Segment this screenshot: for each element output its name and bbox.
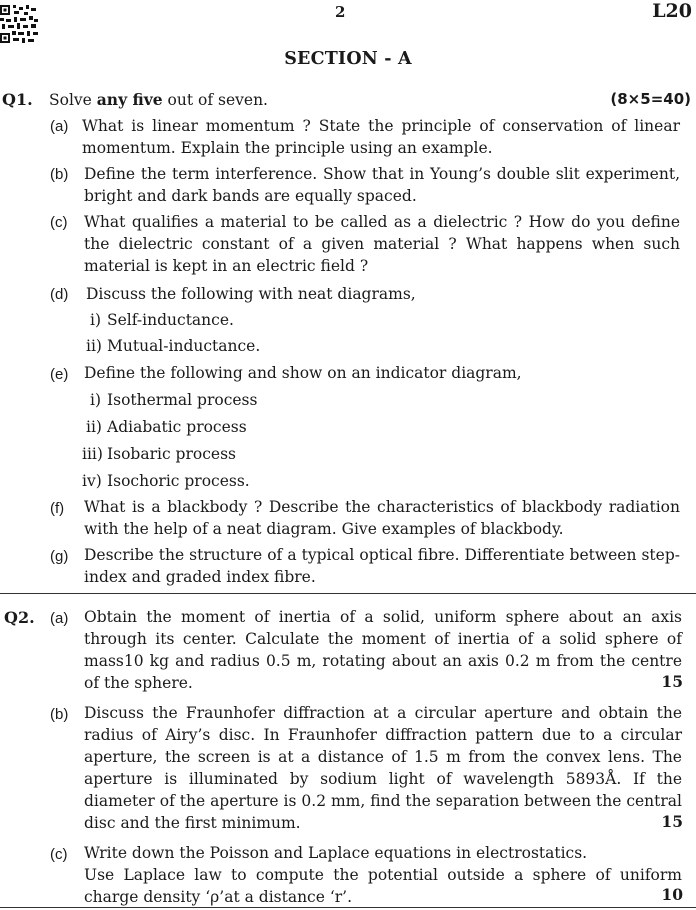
- paper-code: L20: [652, 0, 692, 22]
- subitem-text: Self-inductance.: [107, 311, 234, 329]
- question-text-q1e: Define the following and show on an indicator diagram,: [84, 364, 522, 382]
- question-text-q2a: Obtain the moment of inertia of a solid, uniform sphere about an axis through its center. Calculate the moment of inertia of a solid sphere of mass10 kg and radius 0.5 m, rotating about an axis 0.2 m from the centre of the sphere.: [84, 608, 682, 692]
- subitem-number: iii): [82, 445, 103, 463]
- part-label-q1a: (a): [50, 118, 69, 135]
- question-text-q2c-line2: Use Laplace law to compute the potential outside a sphere of uniform charge density ‘ρ’at a distance ‘r’.: [84, 866, 682, 906]
- part-label-q2c: (c): [50, 846, 68, 863]
- subitem-text: Mutual-inductance.: [107, 337, 261, 355]
- subitem-number: i): [90, 391, 102, 409]
- marks-q2a: 15: [661, 672, 683, 691]
- part-label-q1c: (c): [50, 214, 68, 231]
- subitem-number: iv): [82, 472, 102, 490]
- marks-q2b: 15: [661, 812, 683, 831]
- question-text-q1a: What is linear momentum ? State the principle of conservation of linear momentum. Explain the principle using an example.: [82, 117, 680, 157]
- question-text-q1b: Define the term interference. Show that in Young’s double slit experiment, bright and dark bands are equally spaced.: [84, 165, 680, 205]
- subitem-number: i): [90, 311, 102, 329]
- part-label-q1d: (d): [50, 286, 69, 303]
- question-text-q2b: Discuss the Fraunhofer diffraction at a circular aperture and obtain the radius of Airy’s disc. In Fraunhofer diffraction pattern due to a circular aperture, the screen is at a distance of 1.5 m from the convex lens. The aperture is illuminated by sodium light of wavelength 5893Å. If the diameter of the aperture is 0.2 mm, find the separation between the central disc and the first minimum.: [84, 704, 682, 832]
- q1-instruction: Solve any five out of seven.: [49, 90, 268, 109]
- divider: [0, 593, 696, 594]
- q1-marks: (8×5=40): [610, 90, 691, 108]
- question-text-q1c: What qualifies a material to be called as a dielectric ? How do you define the dielectric constant of a given material ? What happens when such material is kept in an electric field ?: [84, 213, 680, 275]
- question-text-q1f: What is a blackbody ? Describe the characteristics of blackbody radiation with the help of a neat diagram. Give examples of blackbody.: [84, 498, 680, 538]
- question-number-q1: Q1.: [2, 90, 33, 109]
- subitem-text: Adiabatic process: [107, 418, 247, 436]
- subitem-text: Isochoric process.: [107, 472, 250, 490]
- subitem-number: ii): [86, 418, 102, 436]
- question-text-q1g: Describe the structure of a typical optical fibre. Differentiate between step-index and graded index fibre.: [84, 546, 680, 586]
- part-label-q1g: (g): [50, 548, 69, 565]
- subitem-number: ii): [86, 337, 102, 355]
- part-label-q2a: (a): [50, 610, 69, 627]
- question-text-q2c-line1: Write down the Poisson and Laplace equations in electrostatics.: [84, 844, 588, 862]
- question-number-q2: Q2.: [4, 608, 35, 627]
- page-number: 2: [335, 3, 346, 21]
- part-label-q1e: (e): [50, 366, 69, 383]
- divider: [0, 907, 696, 908]
- part-label-q1b: (b): [50, 166, 69, 183]
- marks-q2c: 10: [661, 885, 683, 904]
- question-text-q1d: Discuss the following with neat diagrams,: [86, 285, 416, 303]
- part-label-q2b: (b): [50, 706, 69, 723]
- subitem-text: Isothermal process: [107, 391, 258, 409]
- part-label-q1f: (f): [50, 500, 65, 517]
- qr-code: [0, 5, 38, 43]
- section-title: SECTION - A: [284, 49, 412, 69]
- subitem-text: Isobaric process: [107, 445, 236, 463]
